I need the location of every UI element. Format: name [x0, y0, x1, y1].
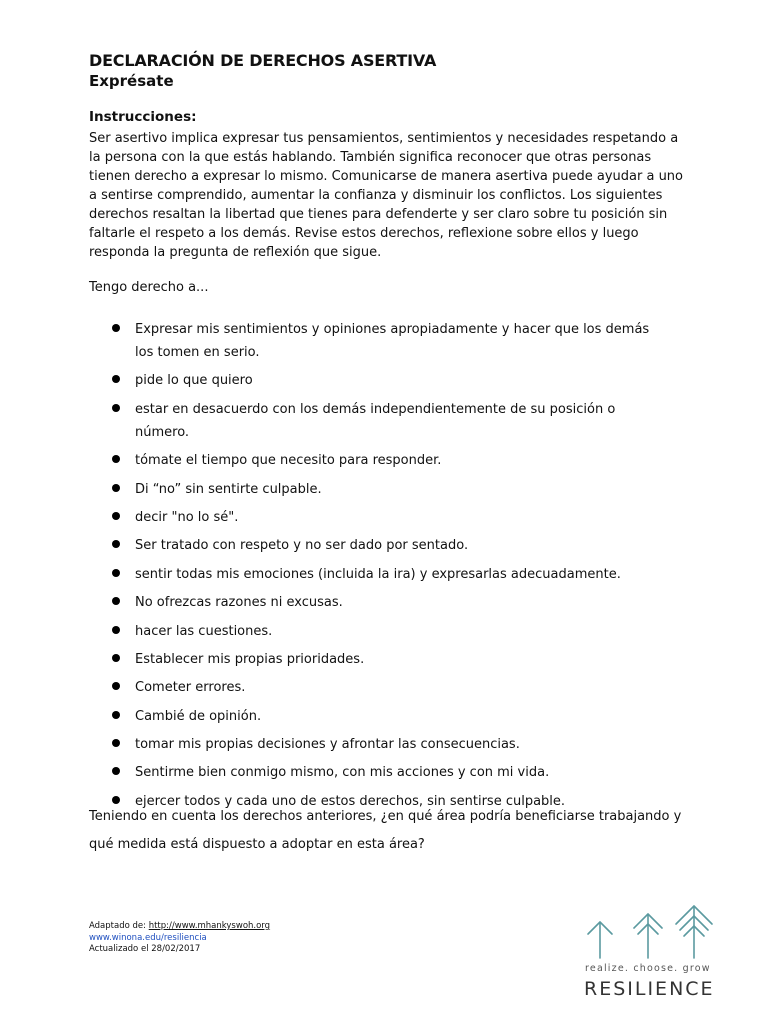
right-text: Expresar mis sentimientos y opiniones apropiadamente y hacer que los demás los tomen en serio.: [135, 322, 650, 360]
bullet-icon: [112, 569, 120, 577]
list-item: [0, 591, 655, 614]
right-text: pide lo que quiero: [135, 373, 253, 389]
logo-tagline: realize. choose. grow: [585, 963, 711, 974]
bullet-icon: [112, 739, 120, 747]
right-text: hacer las cuestiones.: [135, 623, 273, 639]
right-text: tómate el tiempo que necesito para responder.: [135, 453, 442, 469]
right-text: sentir todas mis emociones (incluida la ira) y expresarlas adecuadamente.: [135, 566, 621, 582]
right-text: Cometer errores.: [135, 680, 246, 696]
right-text: estar en desacuerdo con los demás independientemente de su posición o número.: [135, 401, 616, 440]
bullet-icon: [112, 484, 120, 492]
bullet-icon: [112, 767, 120, 775]
list-item: [0, 676, 655, 699]
bullet-icon: [112, 324, 120, 332]
list-item: [0, 705, 655, 728]
right-text: Ser tratado con respeto y no ser dado por sentado.: [135, 538, 469, 554]
right-text: Establecer mis propias prioridades.: [135, 651, 365, 667]
list-item: [0, 761, 655, 784]
rights-list: [0, 318, 768, 818]
bullet-icon: [112, 540, 120, 548]
right-text: decir "no lo sé".: [135, 509, 239, 525]
footer: [89, 921, 270, 956]
right-text: No ofrezcas razones ni excusas.: [135, 595, 343, 611]
reflection-question: Teniendo en cuenta los derechos anteriores, ¿en qué área podría beneficiarse trabajando y qué medida está dispuesto a adoptar en esta área?: [89, 809, 682, 852]
adapted-from-line: [89, 921, 270, 933]
list-item: [0, 398, 655, 444]
bullet-icon: [112, 682, 120, 690]
right-text: tomar mis propias decisiones y afrontar las consecuencias.: [135, 737, 520, 753]
adapted-link[interactable]: http://www.mhankyswoh.org: [148, 921, 271, 931]
bullet-icon: [112, 512, 120, 520]
bullet-icon: [112, 711, 120, 719]
rights-lead: Tengo derecho a...: [89, 280, 209, 295]
document-subtitle: Exprésate: [89, 72, 174, 90]
instructions-text: Ser asertivo implica expresar tus pensamientos, sentimientos y necesidades respetando a la persona con la que estás hablando. También significa reconocer que otras personas tienen derecho a expresar lo mismo. Comunicarse de manera asertiva puede ayudar a uno a sentirse comprendido, aumentar la confianza y disminuir los conflictos. Los siguientes derechos resaltan la libertad que tienes para defenderte y ser claro sobre tu posición sin faltarle el respeto a los demás. Revise estos derechos, reflexione sobre ellos y luego responda la pregunta de reflexión que sigue.: [89, 131, 684, 260]
right-text: ejercer todos y cada uno de estos derechos, sin sentirse culpable.: [135, 793, 566, 809]
site-link[interactable]: www.winona.edu/resiliencia: [89, 932, 207, 943]
right-text: Cambié de opinión.: [135, 708, 262, 724]
bullet-icon: [112, 654, 120, 662]
list-item: [0, 449, 655, 472]
adapted-label: Adaptado de:: [89, 921, 149, 931]
list-item: [0, 506, 655, 529]
instructions-heading: Instrucciones:: [89, 109, 197, 125]
list-item: [0, 563, 655, 586]
list-item: [0, 534, 655, 557]
logo-name: RESILIENCE: [584, 978, 715, 1000]
list-item: [0, 478, 655, 501]
list-item: [0, 318, 655, 364]
right-text: Di “no” sin sentirte culpable.: [135, 481, 322, 497]
list-item: [0, 733, 655, 756]
updated-date: Actualizado el 28/02/2017: [89, 944, 201, 954]
list-item: [0, 369, 655, 392]
list-item: [0, 620, 655, 643]
right-text: Sentirme bien conmigo mismo, con mis acciones y con mi vida.: [135, 765, 550, 781]
bullet-icon: [112, 626, 120, 634]
document-title: DECLARACIÓN DE DERECHOS ASERTIVA: [89, 51, 437, 70]
bullet-icon: [112, 404, 120, 412]
bullet-icon: [112, 597, 120, 605]
bullet-icon: [112, 375, 120, 383]
bullet-icon: [112, 455, 120, 463]
list-item: [0, 648, 655, 671]
